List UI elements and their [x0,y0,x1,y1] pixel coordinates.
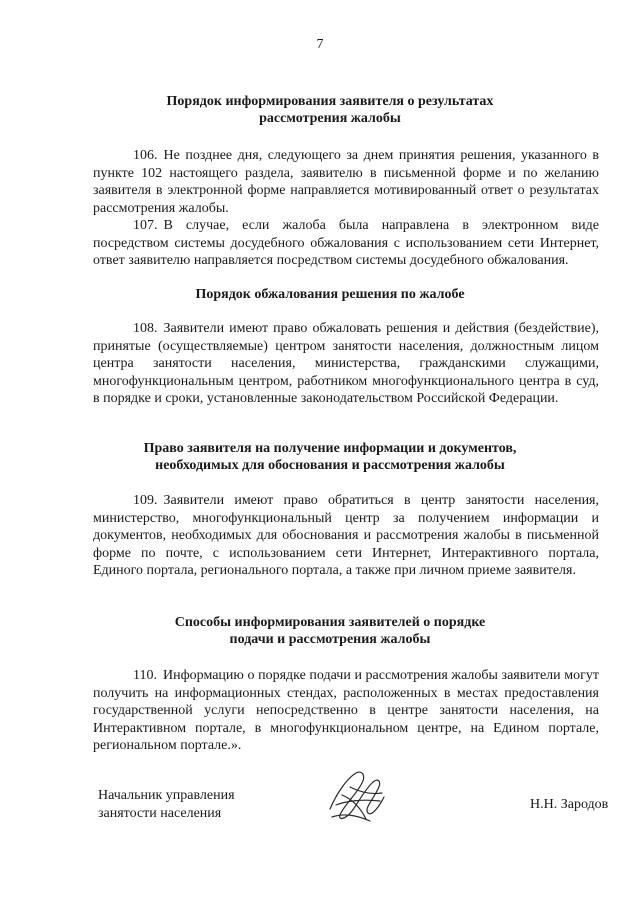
page-number: 7 [316,37,324,52]
handwritten-signature [322,765,392,827]
signatory-position: Начальник управления занятости населения [98,788,235,821]
section-heading-informing-results: Порядок информирования заявителя о результатах рассмотрения жалобы [166,94,494,126]
paragraph-110: 110. Информацию о порядке подачи и рассмотрения жалобы заявители могут получить на информационных стендах, расположенных в местах предоставления государственной услуги непосредственно в центре занятости населения, на Интерактивном портале, в многофункциональном центре, на Едином портале, региональном портале.». [93,668,599,754]
section-heading-right-to-information: Право заявителя на получение информации и документов, необходимых для обоснования и рассмотрения жалобы [143,441,517,473]
section-heading-informing-methods: Способы информирования заявителей о порядке подачи и рассмотрения жалобы [174,615,486,647]
paragraph-106: 106. Не позднее дня, следующего за днем принятия решения, указанного в пункте 102 настоящего раздела, заявителю в письменной форме и по желанию заявителя в электронной форме направляется мотивированный ответ о результатах рассмотрения жалобы. [93,148,599,216]
paragraph-107: 107. В случае, если жалоба была направлена в электронном виде посредством системы досудебного обжалования с использованием сети Интернет, ответ заявителю направляется посредством системы досудебного обжалования. [93,218,599,269]
paragraph-108: 108. Заявители имеют право обжаловать решения и действия (бездействие), принятые (осуществляемые) центром занятости населения, должностным лицом центра занятости населения, министерства, гражданскими служащими, многофункциональным центром, работником многофункционального центра в суд, в порядке и сроки, установленные законодательством Российской Федерации. [93,321,599,407]
signatory-name: Н.Н. Зародов [530,797,609,812]
paragraph-109: 109. Заявители имеют право обратиться в центр занятости населения, министерство, многофункциональный центр за получением информации и документов, необходимых для обоснования и рассмотрения жалобы в письменной форме по почте, с использованием сети Интернет, Интерактивного портала, Единого портала, регионального портала, а также при личном приеме заявителя. [93,493,599,579]
section-heading-appeal-procedure: Порядок обжалования решения по жалобе [195,287,465,302]
